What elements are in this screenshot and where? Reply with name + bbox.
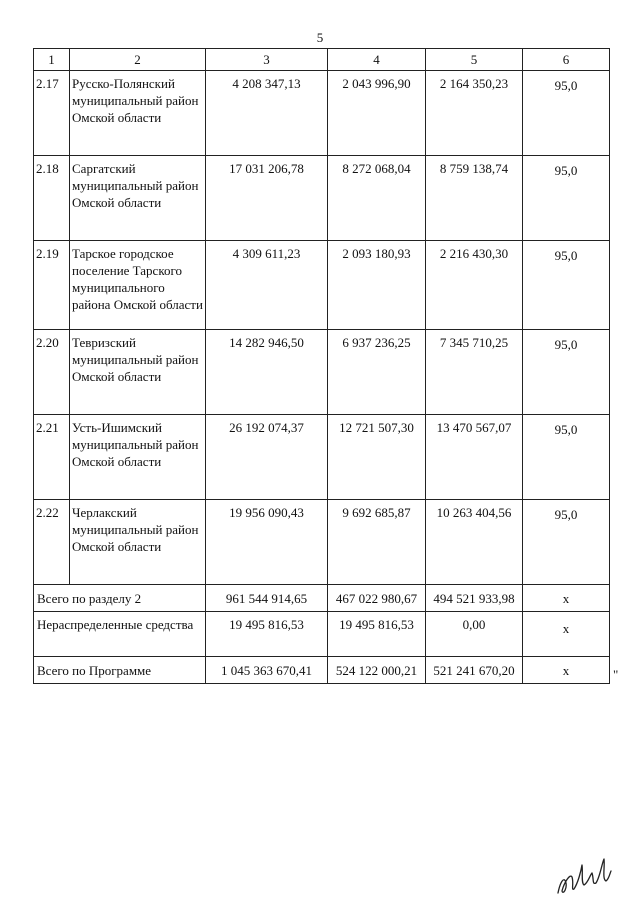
row-name: Черлакский муниципальный район Омской области	[70, 500, 206, 585]
column-header-3: 3	[206, 49, 328, 71]
row-total-cost: 14 282 946,50	[206, 330, 328, 415]
column-header-1: 1	[34, 49, 70, 71]
row-percent: 95,0	[523, 330, 610, 415]
total-federal-funds: 467 022 980,67	[328, 585, 426, 612]
total-percent: x	[523, 585, 610, 612]
row-federal-funds: 6 937 236,25	[328, 330, 426, 415]
column-header-2: 2	[70, 49, 206, 71]
row-percent: 95,0	[523, 156, 610, 241]
table-row	[34, 415, 610, 500]
row-federal-funds: 2 093 180,93	[328, 241, 426, 330]
table-row	[34, 71, 610, 156]
row-total-cost: 26 192 074,37	[206, 415, 328, 500]
row-total-cost: 4 309 611,23	[206, 241, 328, 330]
total-cost: 961 544 914,65	[206, 585, 328, 612]
data-table	[33, 48, 610, 684]
row-number: 2.22	[34, 500, 70, 585]
closing-quote: "	[613, 667, 619, 682]
row-total-cost: 19 956 090,43	[206, 500, 328, 585]
row-federal-funds: 12 721 507,30	[328, 415, 426, 500]
row-regional-funds: 8 759 138,74	[426, 156, 523, 241]
row-number: 2.19	[34, 241, 70, 330]
table-row	[34, 156, 610, 241]
row-regional-funds: 7 345 710,25	[426, 330, 523, 415]
row-percent: 95,0	[523, 241, 610, 330]
row-name: Тарское городское поселение Тарского муниципального района Омской области	[70, 241, 206, 330]
row-total-cost: 4 208 347,13	[206, 71, 328, 156]
total-percent: x	[523, 612, 610, 657]
total-regional-funds: 494 521 933,98	[426, 585, 523, 612]
row-percent: 95,0	[523, 500, 610, 585]
row-total-cost: 17 031 206,78	[206, 156, 328, 241]
column-header-5: 5	[426, 49, 523, 71]
total-row-section-2	[34, 585, 610, 612]
total-percent: x	[523, 657, 610, 684]
row-number: 2.21	[34, 415, 70, 500]
total-regional-funds: 521 241 670,20	[426, 657, 523, 684]
table-header-row	[34, 49, 610, 71]
handwritten-signature	[554, 853, 614, 899]
row-federal-funds: 2 043 996,90	[328, 71, 426, 156]
total-cost: 19 495 816,53	[206, 612, 328, 657]
table-row	[34, 330, 610, 415]
row-regional-funds: 2 216 430,30	[426, 241, 523, 330]
row-number: 2.20	[34, 330, 70, 415]
row-percent: 95,0	[523, 71, 610, 156]
total-label: Всего по Программе	[34, 657, 206, 684]
total-label: Нераспределенные средства	[34, 612, 206, 657]
total-regional-funds: 0,00	[426, 612, 523, 657]
total-federal-funds: 19 495 816,53	[328, 612, 426, 657]
table-row	[34, 241, 610, 330]
row-name: Тевризский муниципальный район Омской области	[70, 330, 206, 415]
row-number: 2.17	[34, 71, 70, 156]
row-number: 2.18	[34, 156, 70, 241]
row-regional-funds: 2 164 350,23	[426, 71, 523, 156]
total-federal-funds: 524 122 000,21	[328, 657, 426, 684]
total-cost: 1 045 363 670,41	[206, 657, 328, 684]
column-header-4: 4	[328, 49, 426, 71]
row-regional-funds: 10 263 404,56	[426, 500, 523, 585]
total-label: Всего по разделу 2	[34, 585, 206, 612]
total-row-unallocated	[34, 612, 610, 657]
row-federal-funds: 9 692 685,87	[328, 500, 426, 585]
page-number: 5	[316, 30, 324, 45]
row-percent: 95,0	[523, 415, 610, 500]
row-name: Саргатский муниципальный район Омской области	[70, 156, 206, 241]
row-federal-funds: 8 272 068,04	[328, 156, 426, 241]
row-name: Усть-Ишимский муниципальный район Омской области	[70, 415, 206, 500]
total-row-program	[34, 657, 610, 684]
table-row	[34, 500, 610, 585]
row-regional-funds: 13 470 567,07	[426, 415, 523, 500]
row-name: Русско-Полянский муниципальный район Омской области	[70, 71, 206, 156]
column-header-6: 6	[523, 49, 610, 71]
